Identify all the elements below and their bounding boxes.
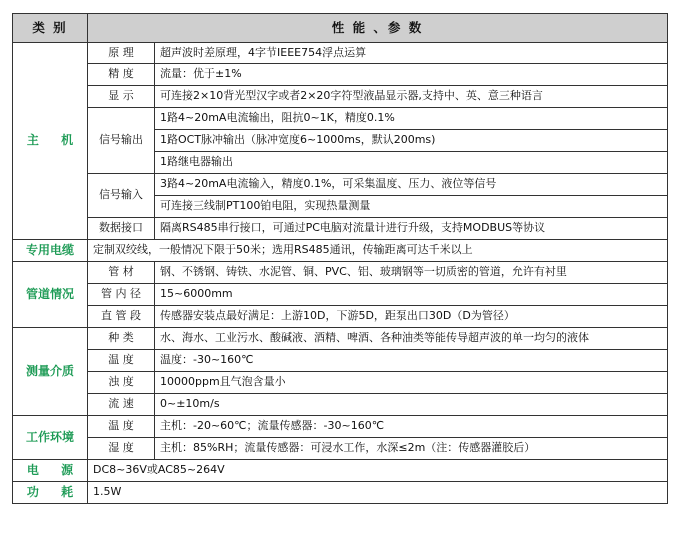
label-accuracy: 精 度 (88, 64, 155, 86)
value-env-temp: 主机：-20~60℃；流量传感器：-30~160℃ (155, 416, 668, 438)
table-row (13, 482, 668, 504)
category-host: 主 机 (13, 43, 88, 240)
value-medium-turbidity: 10000ppm且气泡含量小 (155, 372, 668, 394)
table-row (13, 284, 668, 306)
table-row (13, 350, 668, 372)
label-display: 显 示 (88, 86, 155, 108)
table-row (13, 218, 668, 240)
value-medium-temp: 温度：-30~160℃ (155, 350, 668, 372)
value-display: 可连接2×10背光型汉字或者2×20字符型液晶显示器,支持中、英、意三种语言 (155, 86, 668, 108)
table-row (13, 43, 668, 64)
value-cable: 定制双绞线，一般情况下限于50米；选用RS485通讯，传输距离可达千米以上 (88, 240, 668, 262)
value-signal-in-1: 3路4~20mA电流输入，精度0.1%，可采集温度、压力、液位等信号 (155, 174, 668, 196)
label-medium-velocity: 流 速 (88, 394, 155, 416)
label-env-humidity: 湿 度 (88, 438, 155, 460)
value-consumption: 1.5W (88, 482, 668, 504)
value-pipe-straight: 传感器安装点最好满足：上游10D，下游5D，距泵出口30D（D为管径） (155, 306, 668, 328)
value-principle: 超声波时差原理，4字节IEEE754浮点运算 (155, 43, 668, 64)
value-power: DC8~36V或AC85~264V (88, 460, 668, 482)
label-pipe-material: 管 材 (88, 262, 155, 284)
table-row (13, 416, 668, 438)
label-data-interface: 数据接口 (88, 218, 155, 240)
table-row (13, 262, 668, 284)
value-accuracy: 流量：优于±1% (155, 64, 668, 86)
category-medium: 测量介质 (13, 328, 88, 416)
table-row (13, 328, 668, 350)
value-signal-in-2: 可连接三线制PT100铂电阻，实现热量测量 (155, 196, 668, 218)
label-medium-type: 种 类 (88, 328, 155, 350)
spec-table (12, 13, 668, 504)
value-medium-type: 水、海水、工业污水、酸碱液、酒精、啤酒、各种油类等能传导超声波的单一均匀的液体 (155, 328, 668, 350)
value-medium-velocity: 0~±10m/s (155, 394, 668, 416)
value-pipe-diameter: 15~6000mm (155, 284, 668, 306)
table-row (13, 460, 668, 482)
label-pipe-straight: 直 管 段 (88, 306, 155, 328)
value-signal-out-2: 1路OCT脉冲输出（脉冲宽度6~1000ms，默认200ms) (155, 130, 668, 152)
table-row (13, 306, 668, 328)
table-row (13, 240, 668, 262)
table-row (13, 174, 668, 196)
header-category: 类 别 (13, 14, 88, 43)
label-medium-temp: 温 度 (88, 350, 155, 372)
label-signal-in: 信号输入 (88, 174, 155, 218)
category-env: 工作环境 (13, 416, 88, 460)
header-row (13, 14, 668, 43)
header-spec: 性 能 、参 数 (88, 14, 668, 43)
table-row (13, 64, 668, 86)
table-row (13, 394, 668, 416)
label-pipe-diameter: 管 内 径 (88, 284, 155, 306)
category-pipe: 管道情况 (13, 262, 88, 328)
value-signal-out-1: 1路4~20mA电流输出，阻抗0~1K，精度0.1% (155, 108, 668, 130)
label-env-temp: 温 度 (88, 416, 155, 438)
label-medium-turbidity: 浊 度 (88, 372, 155, 394)
table-row (13, 108, 668, 130)
table-row (13, 86, 668, 108)
category-consumption: 功 耗 (13, 482, 88, 504)
label-signal-out: 信号输出 (88, 108, 155, 174)
value-env-humidity: 主机：85%RH；流量传感器：可浸水工作，水深≤2m（注：传感器灌胶后） (155, 438, 668, 460)
label-principle: 原 理 (88, 43, 155, 64)
category-power: 电 源 (13, 460, 88, 482)
value-pipe-material: 钢、不锈钢、铸铁、水泥管、铜、PVC、铝、玻璃钢等一切质密的管道，允许有衬里 (155, 262, 668, 284)
table-row (13, 438, 668, 460)
value-signal-out-3: 1路继电器输出 (155, 152, 668, 174)
table-row (13, 372, 668, 394)
category-cable: 专用电缆 (13, 240, 88, 262)
value-data-interface: 隔离RS485串行接口，可通过PC电脑对流量计进行升级，支持MODBUS等协议 (155, 218, 668, 240)
